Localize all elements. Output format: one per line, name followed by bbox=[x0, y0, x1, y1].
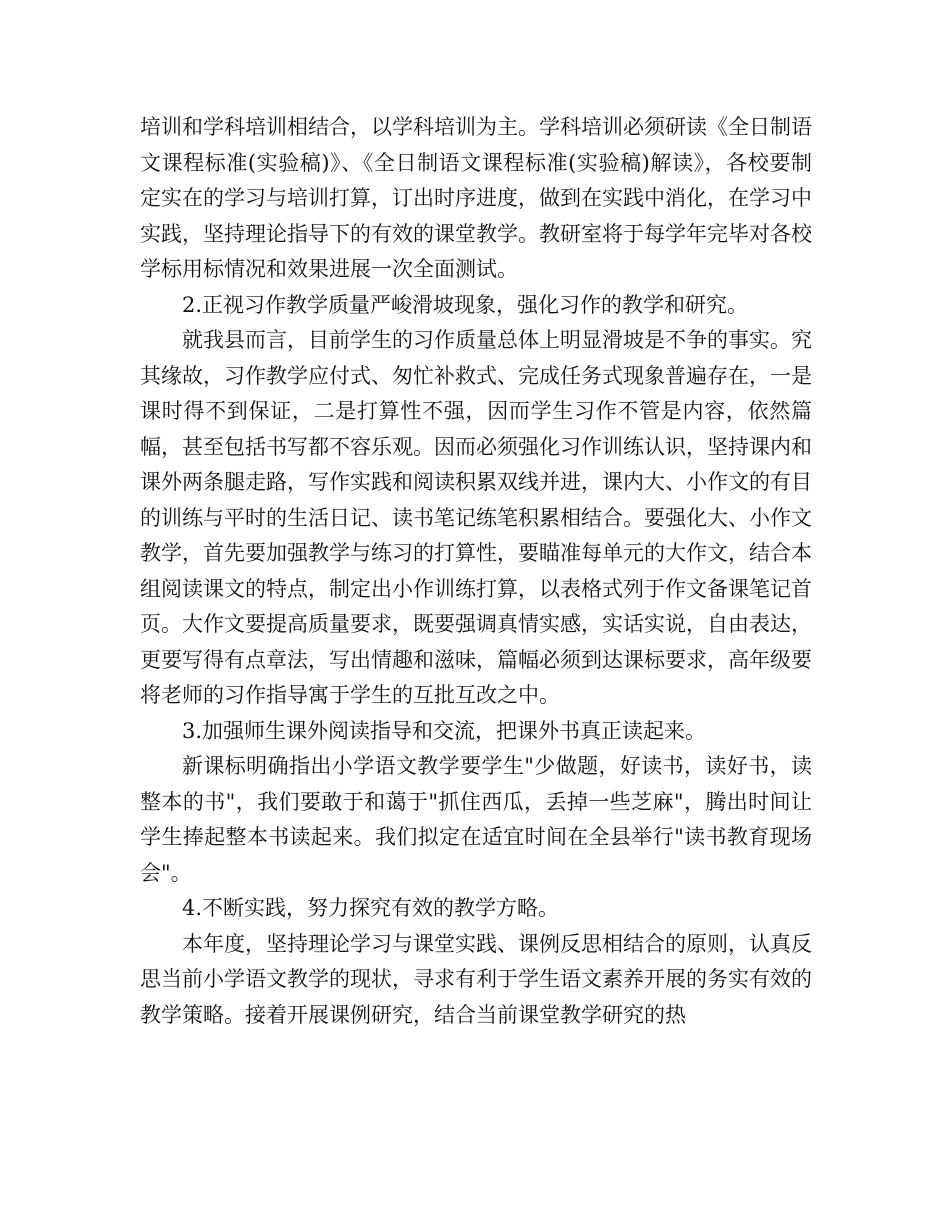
paragraph-teaching-strategy: 本年度，坚持理论学习与课堂实践、课例反思相结合的原则，认真反思当前小学语文教学的现状，寻求有利于学生语文素养开展的务实有效的教学策略。接着开展课例研究，结合当前课堂教学研究的热 bbox=[140, 931, 812, 1027]
document-page bbox=[140, 110, 812, 1033]
paragraph-writing-quality: 就我县而言，目前学生的习作质量总体上明显滑坡是不争的事实。究其缘故，习作教学应付式、匆忙补救式、完成任务式现象普遍存在，一是课时得不到保证，二是打算性不强，因而学生习作不管是内容，依然篇幅，甚至包括书写都不容乐观。因而必须强化习作训练认识，坚持课内和课外两条腿走路，写作实践和阅读积累双线并进，课内大、小作文的有目的训练与平时的生活日记、读书笔记练笔积累相结合。要强化大、小作文教学，首先要加强教学与练习的打算性，要瞄准每单元的大作文，结合本组阅读课文的特点，制定出小作训练打算，以表格式列于作文备课笔记首页。大作文要提高质量要求，既要强调真情实感，实话实说，自由表达，更要写得有点章法，写出情趣和滋味，篇幅必须到达课标要求，高年级要将老师的习作指导寓于学生的互批互改之中。 bbox=[140, 328, 812, 707]
heading-teaching-strategy: 4.不断实践，努力探究有效的教学方略。 bbox=[182, 896, 560, 920]
paragraph-extracurricular-reading: 新课标明确指出小学语文教学要学生"少做题，好读书，读好书，读整本的书"，我们要敢于和蔼于"抓住西瓜，丢掉一些芝麻"，腾出时间让学生捧起整本书读起来。我们拟定在适宜时间在全县举行"读书教育现场会"。 bbox=[140, 754, 812, 885]
heading-extracurricular-reading: 3.加强师生课外阅读指导和交流，把课外书真正读起来。 bbox=[182, 718, 707, 743]
paragraph-training: 培训和学科培训相结合，以学科培训为主。学科培训必须研读《全日制语文课程标准(实验稿)》、《全日制语文课程标准(实验稿)解读》，各校要制定实在的学习与培训打算，订出时序进度，做到在实践中消化，在学习中实践，坚持理论指导下的有效的课堂教学。教研室将于每学年完毕对各校学标用标情况和效果进展一次全面测试。 bbox=[140, 115, 812, 281]
heading-writing-quality: 2.正视习作教学质量严峻滑坡现象，强化习作的教学和研究。 bbox=[182, 292, 749, 317]
